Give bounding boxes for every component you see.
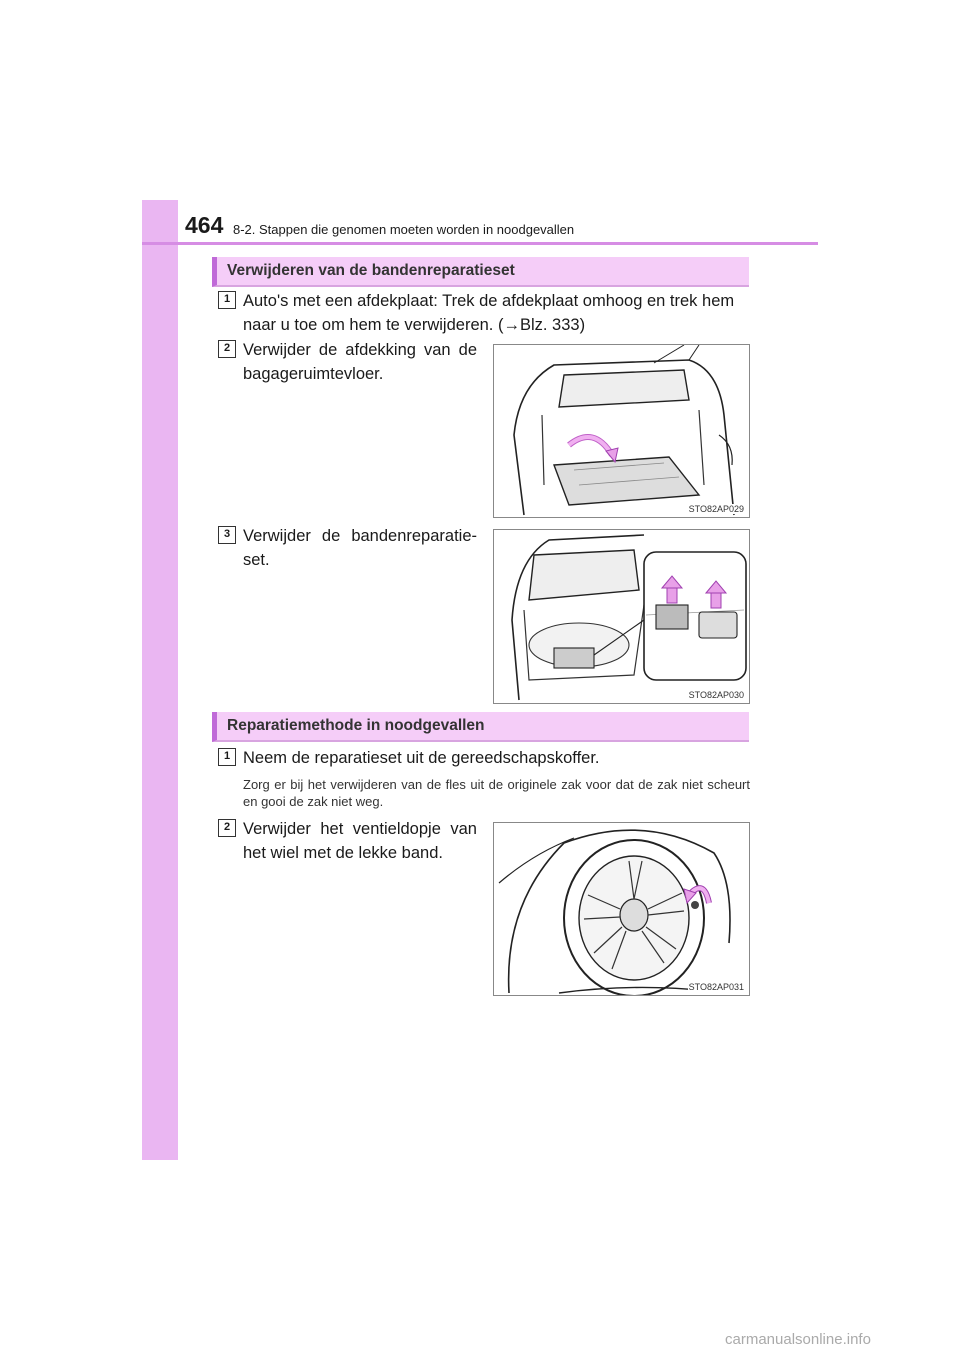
step-badge-2: 2 xyxy=(218,340,236,358)
step-badge-1: 1 xyxy=(218,291,236,309)
step-text-5: Verwijder het ventieldopje van het wiel met de lekke band. xyxy=(243,820,477,862)
step-badge-4: 1 xyxy=(218,748,236,766)
step-text-2: Verwijder de afdekking van de bagageruimtevloer. xyxy=(243,341,477,383)
figure-valve-cap xyxy=(493,822,750,996)
watermark: carmanualsonline.info xyxy=(725,1331,871,1348)
step-note-4: Zorg er bij het verwijderen van de fles uit de originele zak voor dat de zak niet scheurt en gooi de zak niet weg. xyxy=(243,777,750,809)
figure-code-031: STO82AP031 xyxy=(688,982,744,992)
figure-code-030: STO82AP030 xyxy=(688,690,744,700)
step-text-1: Auto's met een afdekplaat: Trek de afdekplaat omhoog en trek hem naar u toe om hem te verwijderen. (→Blz. 333) xyxy=(243,292,735,334)
header-divider xyxy=(142,242,818,245)
step-badge-5: 2 xyxy=(218,819,236,837)
figure-repair-kit-location xyxy=(493,529,750,704)
chapter-title: 8-2. Stappen die genomen moeten worden in noodgevallen xyxy=(233,222,575,237)
repair-kit-illustration xyxy=(494,530,750,704)
trunk-floor-illustration xyxy=(494,345,750,518)
section-title-removal: Verwijderen van de bandenreparatieset xyxy=(212,257,749,287)
figure-code-029: STO82AP029 xyxy=(688,504,744,514)
section-title-emergency-repair: Reparatiemethode in noodgevallen xyxy=(212,712,749,742)
wheel-valve-illustration xyxy=(494,823,750,996)
page-number: 464 xyxy=(185,212,224,238)
step-text-3: Verwijder de bandenreparatie-set. xyxy=(243,527,477,569)
figure-trunk-floor-cover xyxy=(493,344,750,518)
step-text-4: Neem de reparatieset uit de gereedschapskoffer. xyxy=(243,749,600,767)
side-strip xyxy=(142,200,178,1160)
step-badge-3: 3 xyxy=(218,526,236,544)
